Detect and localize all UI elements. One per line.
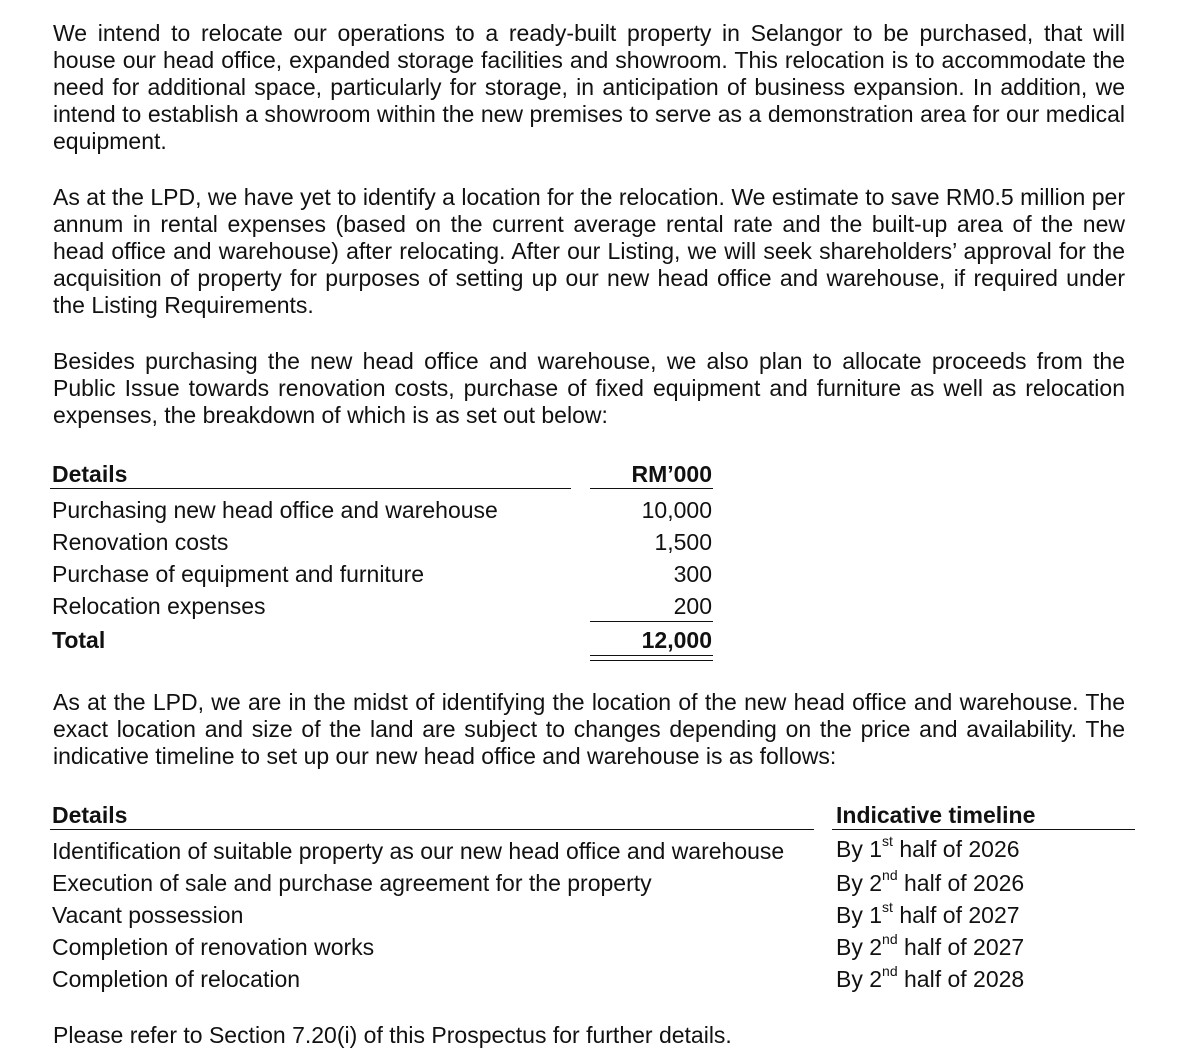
paragraph-relocation-intent: We intend to relocate our operations to a ready-built property in Selangor to be purchased, that will house our head office, expanded storage facilities and showroom. This relocation is to accommodate the need for additional space, particularly for storage, in anticipation of business expansion. In addition, we intend to establish a showroom within the new premises to serve as a demonstration area for our medical equipment. — [53, 20, 1125, 154]
cost-row-label: Renovation costs — [52, 529, 229, 555]
cost-total-double-rule-bottom — [590, 660, 713, 661]
timeline-row-label: Identification of suitable property as our new head office and warehouse — [52, 838, 785, 864]
paragraph-location-savings: As at the LPD, we have yet to identify a location for the relocation. We estimate to save RM0.5 million per annum in rental expenses (based on the current average rental rate and the built-up area of the new head office and warehouse) after relocating. After our Listing, we will seek shareholders’ approval for the acquisition of property for purposes of setting up our new head office and warehouse, if required under the Listing Requirements. — [53, 184, 1125, 318]
timeline-row-label: Execution of sale and purchase agreement for the property — [52, 870, 652, 896]
paragraph-timeline-intro: As at the LPD, we are in the midst of identifying the location of the new head office and warehouse. The exact location and size of the land are subject to changes depending on the price and availability. The indicative timeline to set up our new head office and warehouse is as follows: — [53, 689, 1125, 769]
cost-header-details: Details — [52, 461, 128, 487]
timeline-row-date: By 1st half of 2026 — [836, 833, 1020, 862]
cost-row-label: Relocation expenses — [52, 593, 266, 619]
timeline-row-date: By 1st half of 2027 — [836, 899, 1020, 928]
cost-header-rule-amount — [590, 488, 713, 489]
cost-row-label: Purchasing new head office and warehouse — [52, 497, 498, 523]
cost-row-value: 300 — [673, 561, 712, 587]
timeline-header-rule-timeline — [832, 829, 1135, 830]
cost-total-double-rule-top — [590, 655, 713, 656]
cost-total-label: Total — [52, 627, 106, 653]
paragraph-section-reference: Please refer to Section 7.20(i) of this Prospectus for further details. — [53, 1022, 732, 1048]
cost-header-rule — [50, 488, 571, 489]
timeline-row-label: Vacant possession — [52, 902, 244, 928]
timeline-row-date: By 2nd half of 2026 — [836, 867, 1025, 896]
cost-row-value: 1,500 — [654, 529, 712, 555]
cost-subtotal-rule — [590, 621, 713, 622]
cost-row-value: 200 — [673, 593, 712, 619]
timeline-header-timeline: Indicative timeline — [836, 802, 1036, 828]
timeline-row-date: By 2nd half of 2028 — [836, 963, 1025, 992]
paragraph-proceeds-allocation: Besides purchasing the new head office and warehouse, we also plan to allocate proceeds from the Public Issue towards renovation costs, purchase of fixed equipment and furniture as well as relocation expenses, the breakdown of which is as set out below: — [53, 348, 1125, 428]
cost-header-amount: RM’000 — [631, 461, 712, 487]
timeline-header-rule — [50, 829, 814, 830]
cost-total-value: 12,000 — [641, 627, 712, 653]
timeline-row-label: Completion of relocation — [52, 966, 301, 992]
cost-row-value: 10,000 — [641, 497, 712, 523]
timeline-row-label: Completion of renovation works — [52, 934, 375, 960]
cost-row-label: Purchase of equipment and furniture — [52, 561, 425, 587]
timeline-header-details: Details — [52, 802, 128, 828]
timeline-row-date: By 2nd half of 2027 — [836, 931, 1025, 960]
